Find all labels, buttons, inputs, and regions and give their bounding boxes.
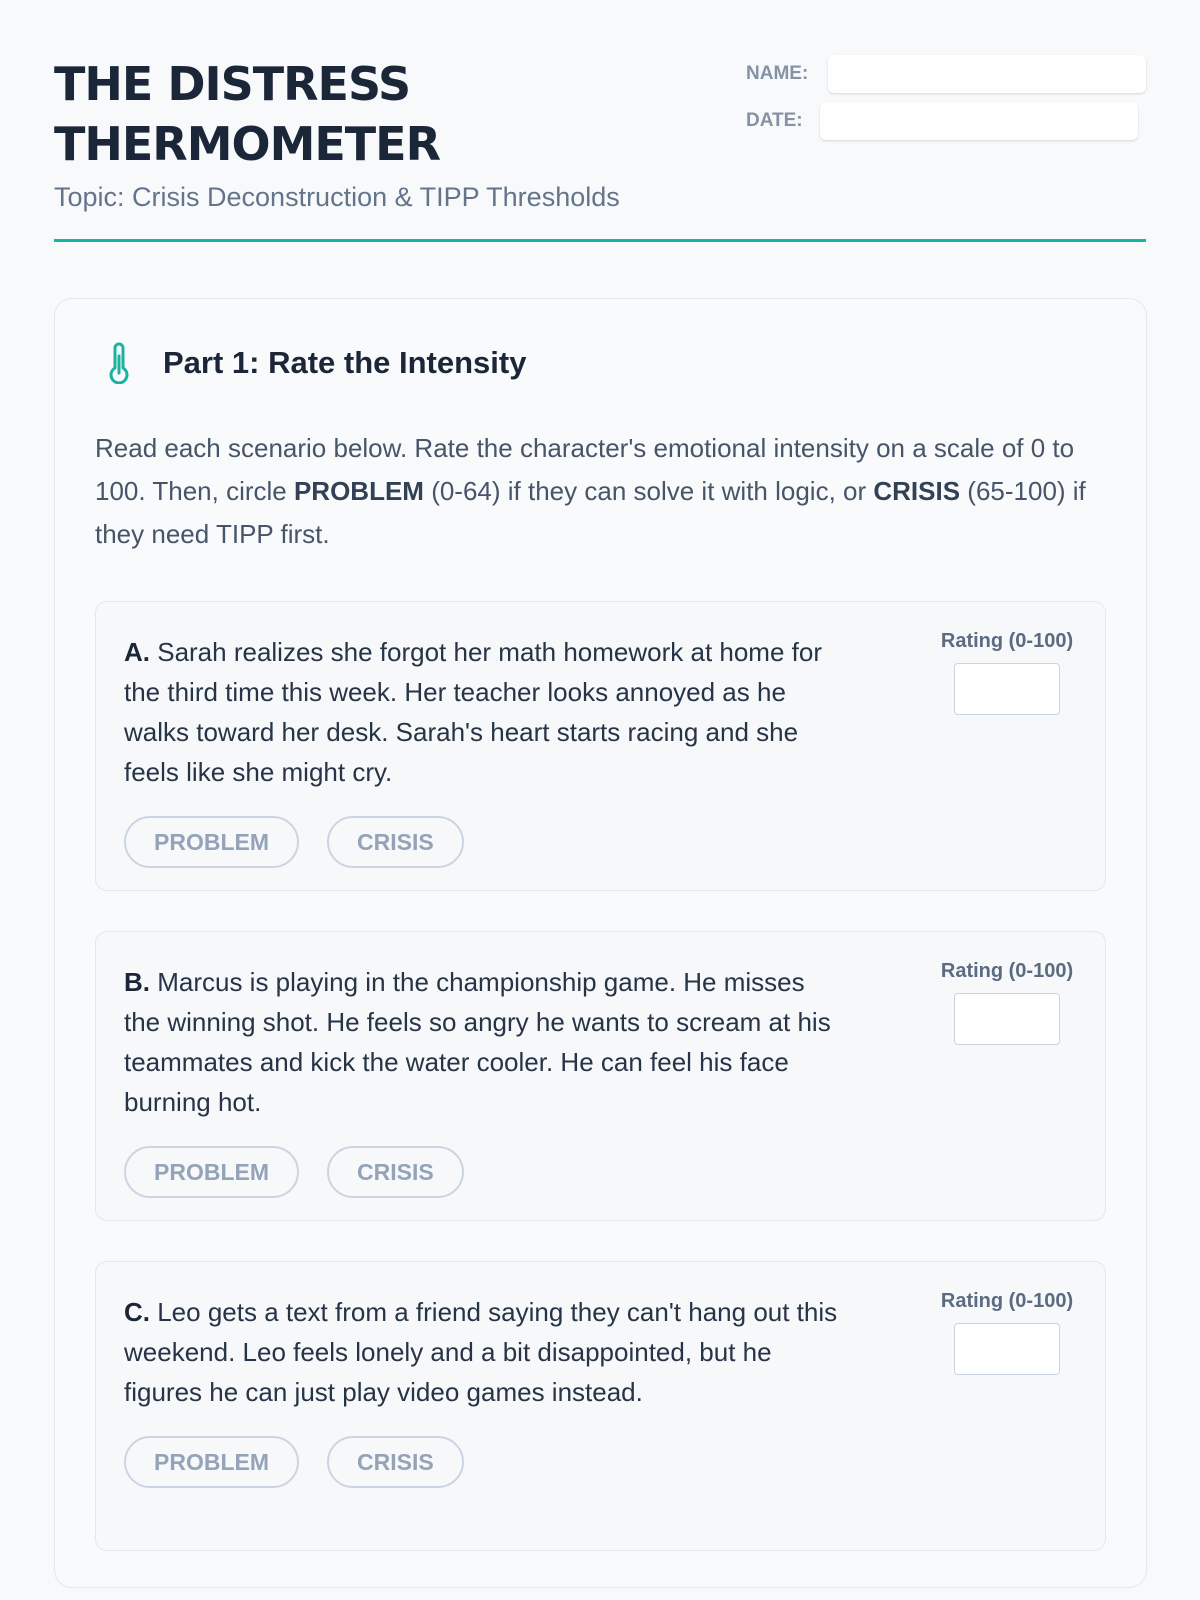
scenario-c-rating (937, 1290, 1077, 1375)
name-label: NAME: (746, 63, 809, 84)
scenario-list (95, 601, 1106, 1551)
instructions-problem-term: PROBLEM (293, 476, 424, 506)
scenario-b-letter: B. (124, 967, 150, 997)
scenario-a-choices (124, 816, 1105, 868)
scenario-c-letter: C. (124, 1297, 150, 1327)
scenario-b (95, 931, 1106, 1221)
student-info-fields (746, 54, 1146, 148)
instructions-text-3: (65-100) if they need TIPP first. (95, 476, 1086, 549)
scenario-a-rating-input[interactable] (954, 663, 1060, 715)
scenario-c-crisis-option[interactable]: CRISIS (327, 1436, 464, 1488)
date-field-row (746, 101, 1146, 141)
worksheet-header (54, 54, 1146, 242)
scenario-a-crisis-option[interactable]: CRISIS (327, 816, 464, 868)
scenario-c-text (124, 1292, 844, 1412)
scenario-c-choices (124, 1436, 1105, 1488)
rating-label: Rating (0-100) (940, 630, 1074, 652)
scenario-b-problem-option[interactable]: PROBLEM (124, 1146, 299, 1198)
part1-instructions (95, 427, 1095, 556)
scenario-a-text (124, 632, 844, 792)
scenario-a-problem-option[interactable]: PROBLEM (124, 816, 299, 868)
instructions-text-2: (0-64) if they can solve it with logic, or (423, 476, 874, 506)
page-subtitle: Topic: Crisis Deconstruction & TIPP Thresholds (54, 182, 620, 212)
scenario-b-rating-input[interactable] (954, 993, 1060, 1045)
instructions-crisis-term: CRISIS (873, 476, 961, 506)
part1-card (54, 298, 1147, 1588)
name-field-row (746, 54, 1146, 94)
rating-label: Rating (0-100) (940, 1290, 1074, 1312)
scenario-c-rating-input[interactable] (954, 1323, 1060, 1375)
scenario-c (95, 1261, 1106, 1551)
part1-header (95, 341, 1106, 385)
scenario-b-rating (937, 960, 1077, 1045)
scenario-c-body: Leo gets a text from a friend saying they can't hang out this weekend. Leo feels lonely and a bit disappointed, but he figures he can just play video games instead. (124, 1297, 838, 1407)
part1-title: Part 1: Rate the Intensity (163, 345, 527, 380)
scenario-b-choices (124, 1146, 1105, 1198)
scenario-a (95, 601, 1106, 891)
date-label: DATE: (746, 110, 803, 131)
name-input[interactable] (828, 55, 1146, 93)
rating-label: Rating (0-100) (940, 960, 1074, 982)
scenario-b-body: Marcus is playing in the championship game. He misses the winning shot. He feels so angry he wants to scream at his teammates and kick the water cooler. He can feel his face burning hot. (124, 967, 831, 1117)
page-title-line-1: THE DISTRESS (54, 57, 411, 111)
thermometer-icon (105, 342, 133, 384)
page-title-line-2: THERMOMETER (54, 117, 441, 171)
date-input[interactable] (820, 102, 1138, 140)
scenario-a-rating (937, 630, 1077, 715)
scenario-a-body: Sarah realizes she forgot her math homework at home for the third time this week. Her teacher looks annoyed as he walks toward her desk. Sarah's heart starts racing and she feels like she might cry. (124, 637, 822, 787)
scenario-c-problem-option[interactable]: PROBLEM (124, 1436, 299, 1488)
scenario-a-letter: A. (124, 637, 150, 667)
scenario-b-crisis-option[interactable]: CRISIS (327, 1146, 464, 1198)
scenario-b-text (124, 962, 844, 1122)
instructions-text-1: Read each scenario below. Rate the character's emotional intensity on a scale of 0 to 100. Then, circle (95, 433, 1075, 506)
